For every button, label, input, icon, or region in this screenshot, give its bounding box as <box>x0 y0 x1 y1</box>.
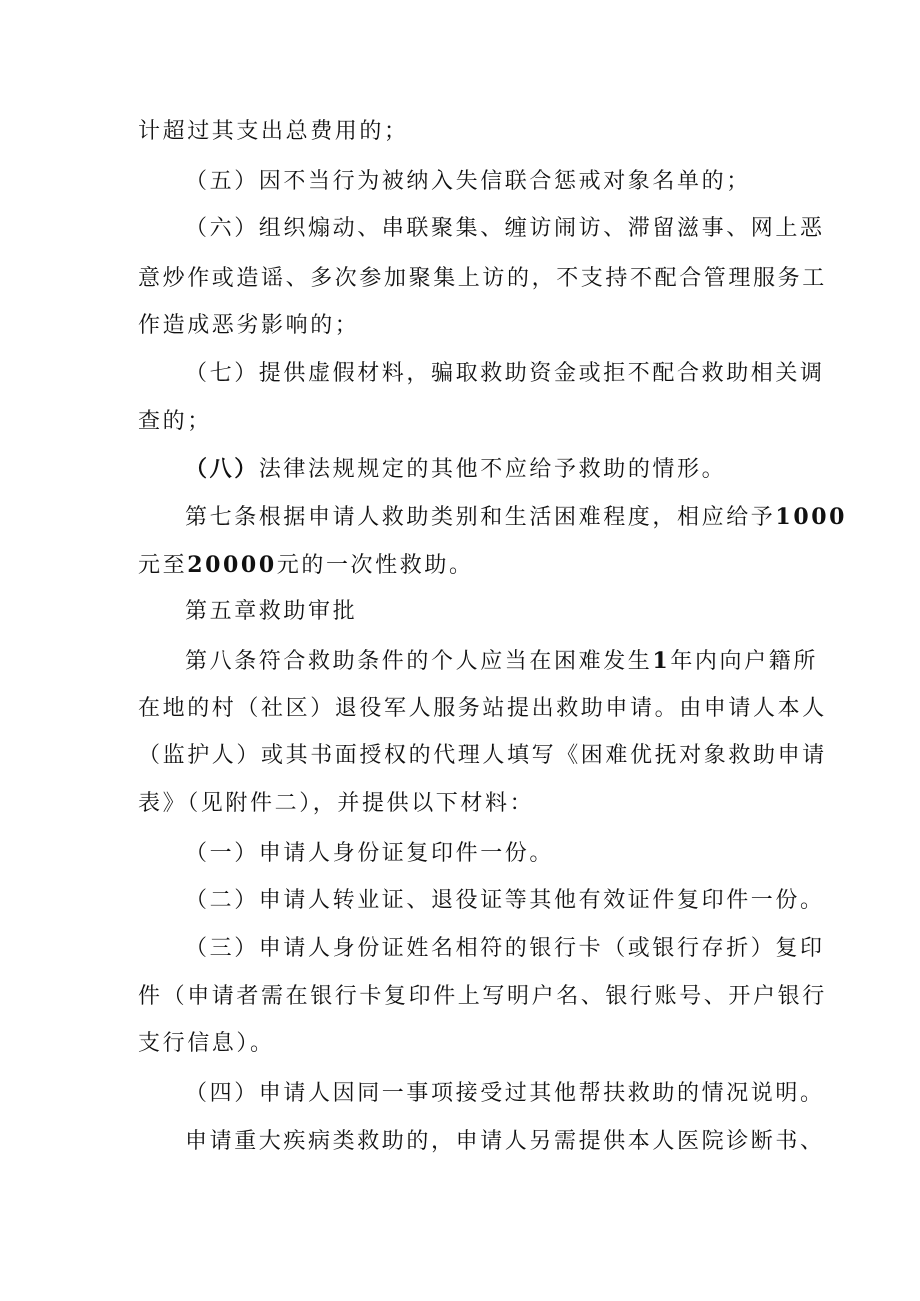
text-segment: 元至 <box>138 553 188 578</box>
text-line-22: 申请重大疾病类救助的，申请人另需提供本人医院诊断书、 <box>185 1129 825 1154</box>
text-line-10 <box>138 551 474 580</box>
text-line-17: （二）申请人转业证、退役证等其他有效证件复印件一份。 <box>185 888 825 913</box>
text-line-3: （六）组织煽动、串联聚集、缠访闹访、滞留滋事、网上恶 <box>185 216 825 241</box>
year-count: 1 <box>652 648 671 674</box>
text-line-8 <box>185 455 726 484</box>
text-line-4: 意炒作或造谣、多次参加聚集上访的，不支持不配合管理服务工 <box>138 266 827 291</box>
amount-max: 20000 <box>187 552 277 578</box>
text-line-7: 查的； <box>138 409 212 434</box>
bold-marker: （八） <box>185 456 259 482</box>
text-line-21: （四）申请人因同一事项接受过其他帮扶救助的情况说明。 <box>185 1081 825 1106</box>
text-line-15: 表》（见附件二），并提供以下材料： <box>138 791 535 816</box>
text-line-8-body: 法律法规规定的其他不应给予救助的情形。 <box>258 457 727 482</box>
text-line-12 <box>185 647 818 676</box>
text-line-19: 件（申请者需在银行卡复印件上写明户名、银行账号、开户银行 <box>138 984 827 1009</box>
chapter-heading: 第五章救助审批 <box>185 599 358 624</box>
text-segment: 第七条根据申请人救助类别和生活困难程度，相应给予 <box>185 505 776 530</box>
text-line-13: 在地的村（社区）退役军人服务站提出救助申请。由申请人本人 <box>138 696 827 721</box>
text-line-20: 支行信息）。 <box>138 1031 275 1056</box>
amount-min: 1000 <box>775 504 848 530</box>
text-line-9 <box>185 503 847 532</box>
text-segment: 元的一次性救助。 <box>276 553 474 578</box>
text-line-2: （五）因不当行为被纳入失信联合惩戒对象名单的； <box>185 169 751 194</box>
text-line-5: 作造成恶劣影响的； <box>138 313 360 338</box>
text-line-1: 计超过其支出总费用的； <box>138 119 409 144</box>
text-segment: 第八条符合救助条件的个人应当在困难发生 <box>185 649 653 674</box>
text-segment: 年内向户籍所 <box>670 649 818 674</box>
text-line-6: （七）提供虚假材料，骗取救助资金或拒不配合救助相关调 <box>185 361 825 386</box>
text-line-18: （三）申请人身份证姓名相符的银行卡（或银行存折）复印 <box>185 936 825 961</box>
text-line-16: （一）申请人身份证复印件一份。 <box>185 841 555 866</box>
text-line-14: （监护人）或其书面授权的代理人填写《困难优抚对象救助申请 <box>138 743 827 768</box>
